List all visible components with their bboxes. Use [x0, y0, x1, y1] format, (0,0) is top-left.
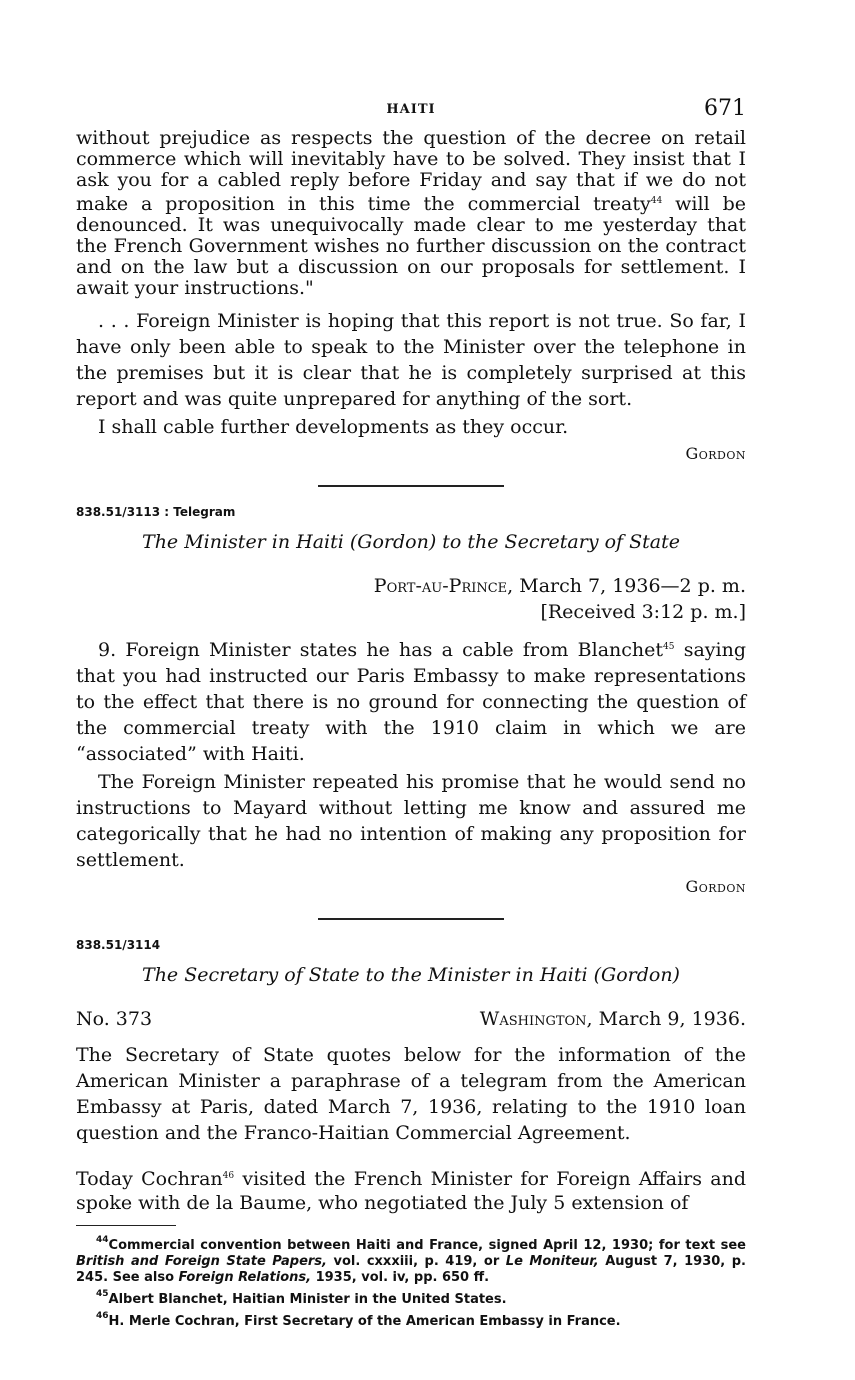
- instruction-number: No. 373: [76, 1008, 153, 1030]
- paragraph: 9. Foreign Minister states he has a cable from Blanchet$^{45}$ saying that you had instructed our Paris Embassy to make representations to the effect that there is no ground for connecting the question of the commercial treaty with the 1910 claim in which we are “associated” with Haiti.: [76, 639, 747, 765]
- footnote-45: $^{45}$Albert Blanchet, Haitian Minister in the United States.: [96, 1289, 507, 1307]
- document-title: The Minister in Haiti (Gordon) to the Secretary of State: [142, 531, 680, 553]
- footnote-ref-45[interactable]: 45: [663, 642, 675, 652]
- paragraph: Today Cochran$^{46}$ visited the French Minister for Foreign Affairs and spoke with de la Baume, who negotiated the July 5 extension of: [76, 1168, 746, 1214]
- dateline: [480, 1008, 746, 1030]
- file-number: 838.51/3114: [76, 938, 161, 952]
- footnote-ref-44[interactable]: 44: [650, 196, 663, 206]
- dateline-date: March 9, 1936.: [592, 1008, 746, 1030]
- paragraph: The Foreign Minister repeated his promise that he would send no instructions to Mayard without letting me know and assured me categorically that he had no intention of making any proposition for settlement.: [76, 771, 746, 871]
- footnote-46: $^{46}$H. Merle Cochran, First Secretary of the American Embassy in France.: [96, 1311, 621, 1329]
- signature: Gordon: [685, 877, 746, 896]
- continuation-paragraph: without prejudice as respects the question of the decree on retail commerce which will inevitably have to be solved. They insist that I ask you for a cabled reply before Friday and say that if we do not make a proposition in this time the commercial treaty$^{44}$ will be denounced. It was unequivocally made clear to me yesterday that the French Government wishes no further discussion on the contract and on the law but a discussion on our proposals for settlement. I await your instructions.": [76, 127, 746, 299]
- paragraph: . . . Foreign Minister is hoping that this report is not true. So far, I have only been able to speak to the Minister over the telephone in the premises but it is clear that he is completely surprised at this report and was quite unprepared for anything of the sort.: [76, 310, 746, 410]
- dateline-place: Port-au-Prince,: [373, 575, 514, 597]
- footnotes: [76, 1232, 746, 1330]
- section-divider: [318, 918, 504, 920]
- dateline-place: Washington,: [479, 1008, 593, 1030]
- received-time: [Received 3:12 p. m.]: [540, 601, 746, 623]
- running-title: HAITI: [386, 102, 436, 117]
- signature: Gordon: [685, 444, 746, 463]
- footnote-ref-46[interactable]: 46: [222, 1171, 235, 1181]
- footnote-44: $^{44}$Commercial convention between Haiti and France, signed April 12, 1930; for text see British and Foreign State Papers, vol. cxxxiii, p. 419, or Le Moniteur, August 7, 1930, p. 245. See also Foreign Relations, 1935, vol. iv, pp. 650 ff.: [76, 1235, 746, 1285]
- page-number: 671: [704, 96, 746, 121]
- paragraph: I shall cable further developments as they occur.: [98, 416, 569, 438]
- document-page: [76, 96, 746, 1330]
- paragraph: The Secretary of State quotes below for the information of the American Minister a paraphrase of a telegram from the American Embassy at Paris, dated March 7, 1936, relating to the 1910 loan question and the Franco-Haitian Commercial Agreement.: [76, 1044, 746, 1144]
- document-title: The Secretary of State to the Minister in Haiti (Gordon): [142, 964, 680, 986]
- file-number: 838.51/3113 : Telegram: [76, 505, 236, 519]
- section-divider: [318, 485, 504, 487]
- dateline: [76, 573, 746, 599]
- memo-header: [76, 1008, 746, 1030]
- page-header: [76, 96, 746, 126]
- footnote-divider: [76, 1225, 176, 1226]
- dateline-date: March 7, 1936—2 p. m.: [513, 575, 746, 597]
